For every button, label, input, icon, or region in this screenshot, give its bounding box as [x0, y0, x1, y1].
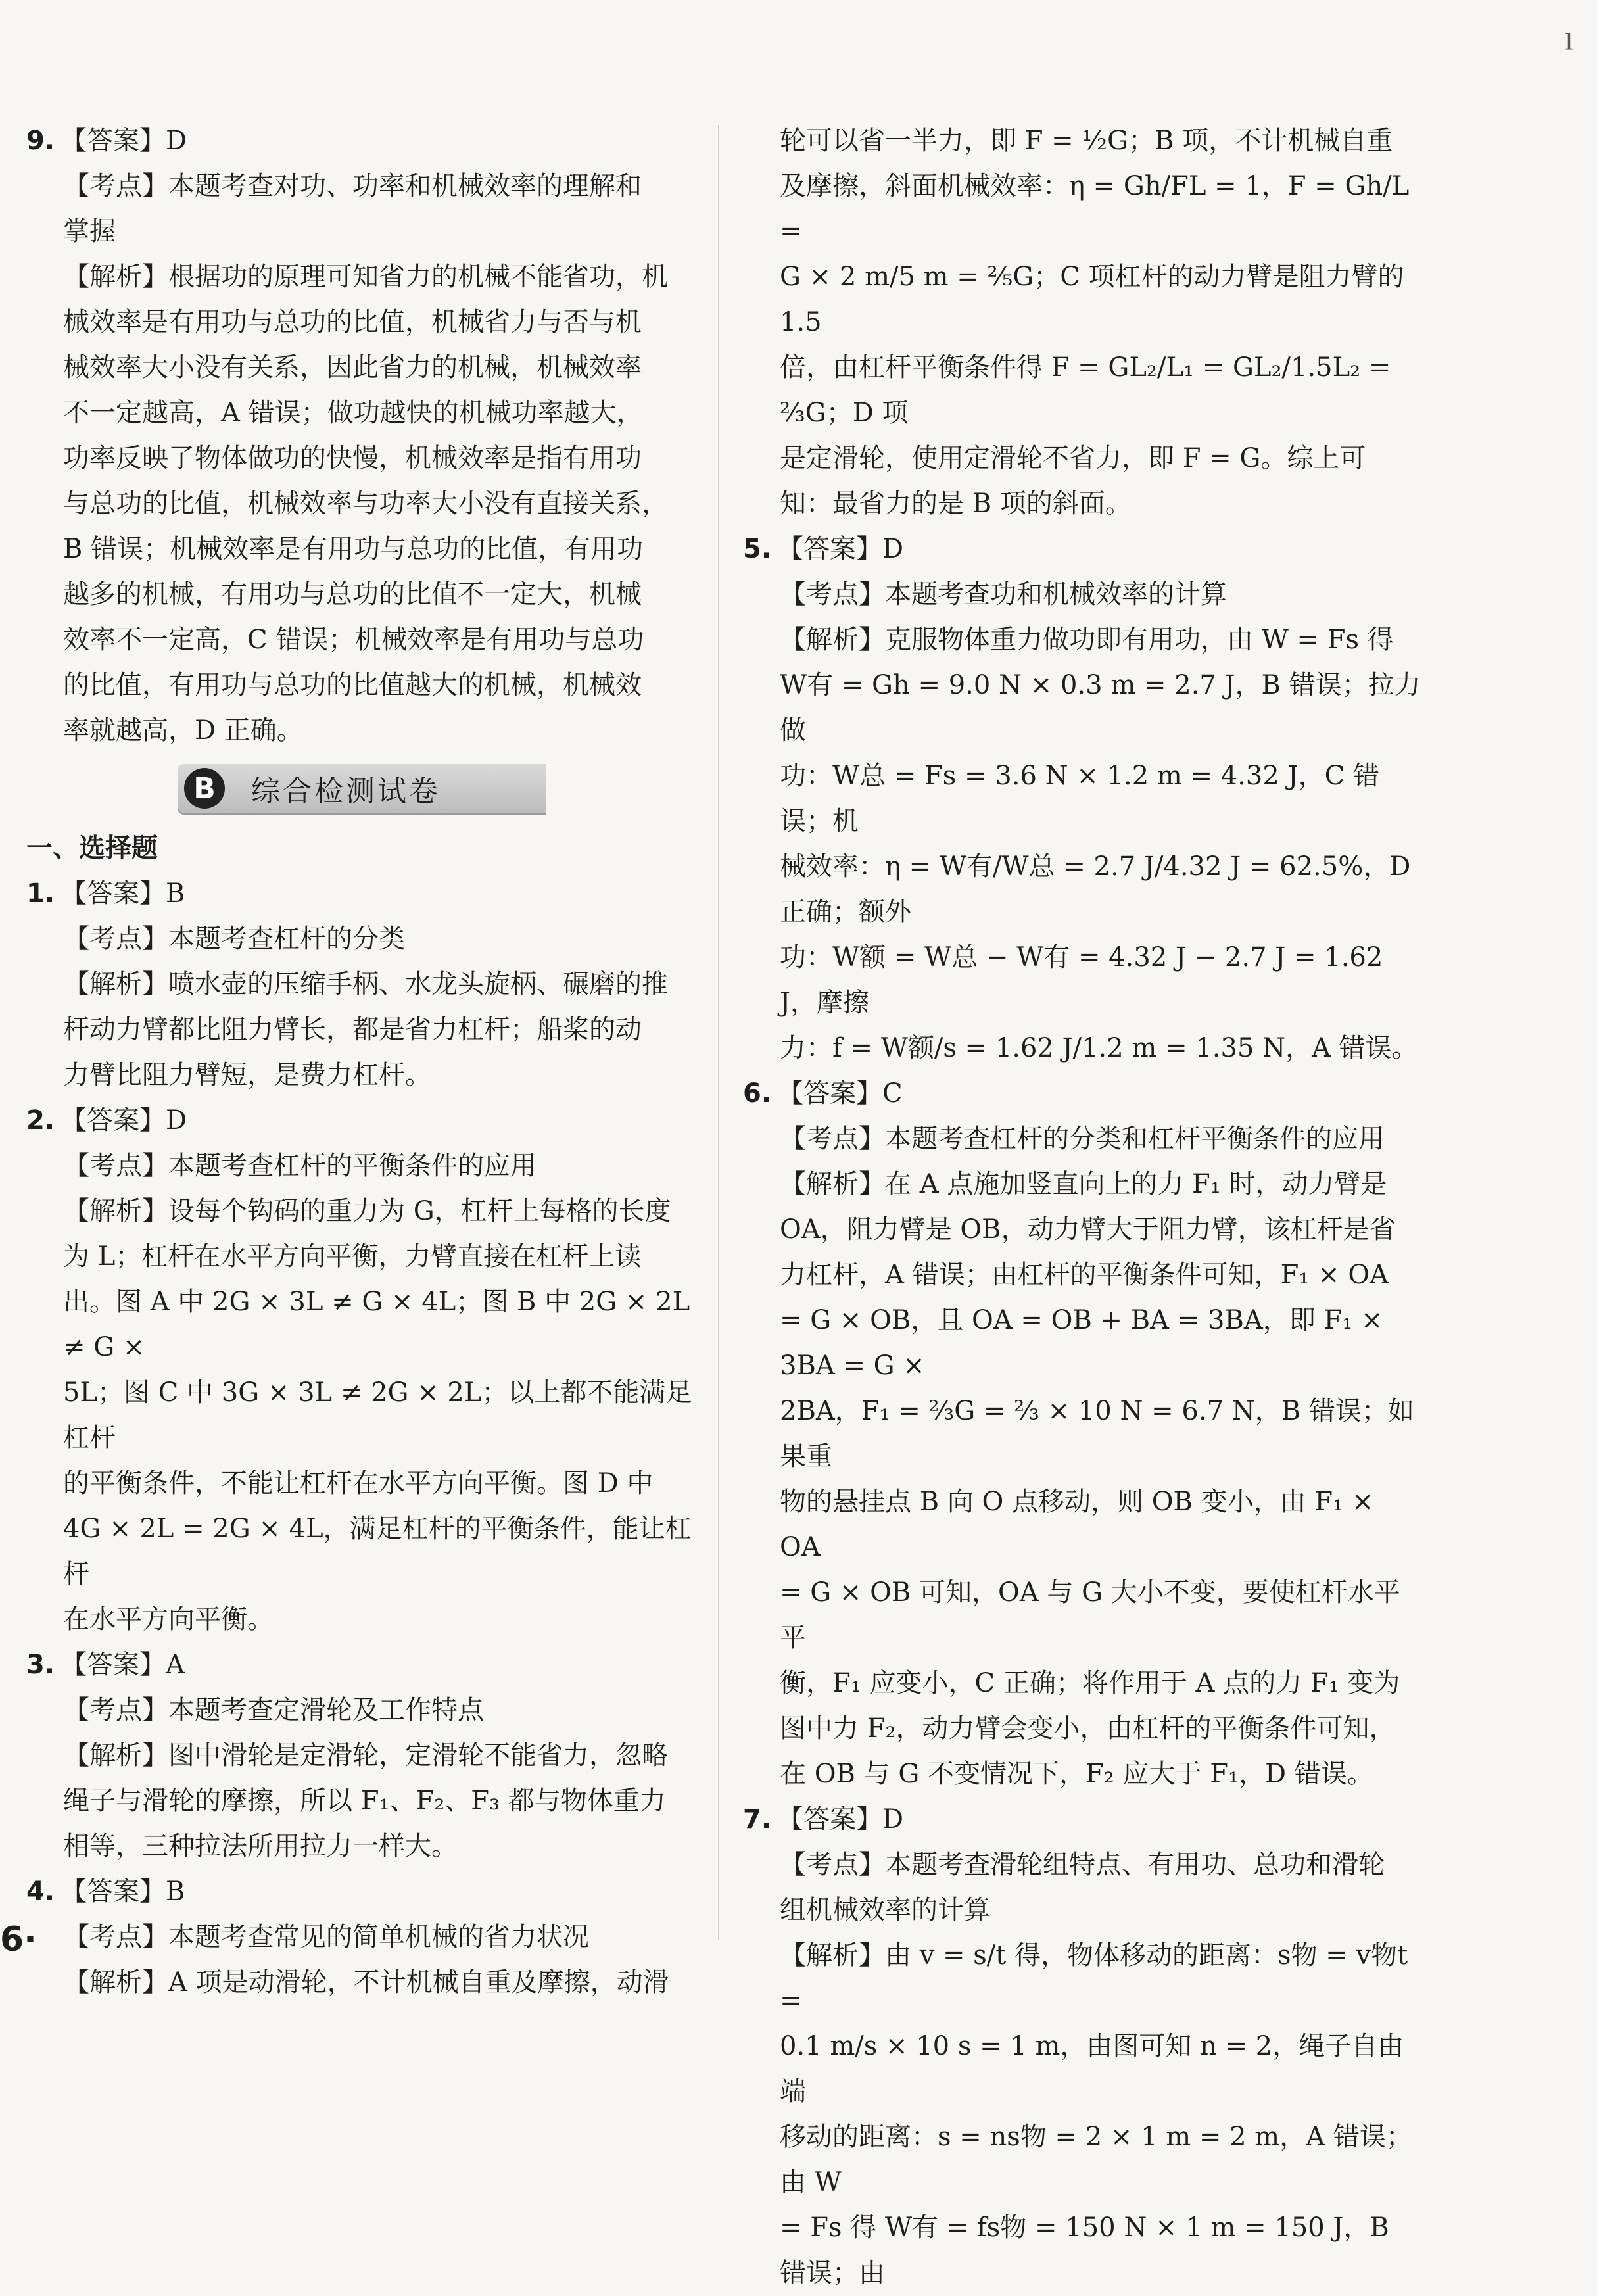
text-line: 功率反映了物体做功的快慢，机械效率是指有用功: [63, 443, 642, 473]
text-line: 【考点】本题考查杠杆的分类和杠杆平衡条件的应用: [780, 1124, 1385, 1154]
text-line: 轮可以省一半力，即 F = ½G；B 项，不计机械自重: [780, 126, 1393, 156]
answer-text: 【答案】B: [60, 878, 185, 909]
text-line: 相等，三种拉法所用拉力一样大。: [63, 1831, 458, 1861]
text-line: = G × OB，且 OA = OB + BA = 3BA，即 F₁ × 3BA = G ×: [780, 1305, 1383, 1381]
text-line: 力臂比阻力臂短，是费力杠杆。: [63, 1060, 431, 1090]
text-line: = Fs 得 W有 = fs物 = 150 N × 1 m = 150 J，B 错误；由: [780, 2212, 1389, 2288]
text-line: OA，阻力臂是 OB，动力臂大于阻力臂，该杠杆是省: [780, 1214, 1396, 1245]
column-divider: [718, 125, 719, 1940]
text-line: 【考点】本题考查对功、功率和机械效率的理解和: [63, 171, 642, 201]
answer-line: [26, 1098, 707, 1143]
text-line: W有 = Gh = 9.0 N × 0.3 m = 2.7 J，B 错误；拉力做: [780, 670, 1421, 746]
text-line: B 错误；机械效率是有用功与总功的比值，有用功: [63, 534, 644, 564]
text-line: 功：W额 = W总 − W有 = 4.32 J − 2.7 J = 1.62 J，摩擦: [780, 942, 1383, 1018]
section-badge: B: [184, 768, 225, 809]
text-line: = G × OB 可知，OA 与 G 大小不变，要使杠杆水平平: [780, 1577, 1400, 1653]
text-line: 【解析】根据功的原理可知省力的机械不能省功，机: [63, 262, 668, 292]
text-line: 倍，由杠杆平衡条件得 F = GL₂/L₁ = GL₂/1.5L₂ = ⅔G；D 项: [780, 352, 1391, 428]
text-line: 图中力 F₂，动力臂会变小，由杠杆的平衡条件可知，: [780, 1713, 1396, 1744]
question-number: 7.: [743, 1804, 772, 1834]
text-line: 移动的距离：s = ns物 = 2 × 1 m = 2 m，A 错误；由 W: [780, 2122, 1412, 2197]
text-line: 功：W总 = Fs = 3.6 N × 1.2 m = 4.32 J，C 错误；机: [780, 761, 1379, 836]
text-line: 知：最省力的是 B 项的斜面。: [780, 489, 1132, 519]
question-number: 1.: [26, 878, 55, 909]
text-line: 【解析】克服物体重力做功即有用功，由 W = Fs 得: [780, 625, 1394, 655]
text-line: 【解析】A 项是动滑轮，不计机械自重及摩擦，动滑: [63, 1967, 669, 1997]
answer-line: [26, 118, 707, 164]
answer-text: 【答案】D: [60, 126, 187, 156]
text-line: 械效率：η = W有/W总 = 2.7 J/4.32 J = 62.5%，D 正确；额外: [780, 851, 1411, 927]
text-line: 【考点】本题考查功和机械效率的计算: [780, 579, 1227, 610]
text-line: 【解析】在 A 点施加竖直向上的力 F₁ 时，动力臂是: [780, 1169, 1387, 1199]
section-heading: 一、选择题: [26, 833, 158, 863]
answer-line: [743, 527, 1421, 572]
text-line: 绳子与滑轮的摩擦，所以 F₁、F₂、F₃ 都与物体重力: [63, 1786, 666, 1816]
text-line: 与总功的比值，机械效率与功率大小没有直接关系，: [63, 489, 668, 519]
text-line: 【考点】本题考查滑轮组特点、有用功、总功和滑轮: [780, 1850, 1385, 1880]
answer-line: [743, 1797, 1421, 1842]
text-line: 为 L；杠杆在水平方向平衡，力臂直接在杠杆上读: [63, 1241, 642, 1272]
text-line: 【解析】图中滑轮是定滑轮，定滑轮不能省力，忽略: [63, 1740, 668, 1771]
text-line: 的平衡条件，不能让杠杆在水平方向平衡。图 D 中: [63, 1468, 654, 1498]
edge-mark: ˡ: [1565, 26, 1575, 72]
text-line: 械效率大小没有关系，因此省力的机械，机械效率: [63, 352, 642, 383]
question-number: 5.: [743, 534, 772, 564]
text-line: 掌握: [63, 216, 116, 247]
text-line: 是定滑轮，使用定滑轮不省力，即 F = G。综上可: [780, 443, 1366, 473]
text-line: 【考点】本题考查杠杆的平衡条件的应用: [63, 1151, 536, 1181]
text-line: 组机械效率的计算: [780, 1895, 990, 1925]
text-line: 在水平方向平衡。: [63, 1604, 274, 1635]
section-title: 综合检测试卷: [251, 775, 441, 808]
section-banner: [178, 764, 546, 813]
answer-text: 【答案】A: [60, 1650, 185, 1680]
question-number: 9.: [26, 126, 55, 156]
answer-line: [26, 1869, 707, 1915]
right-column: [743, 118, 1421, 2296]
text-line: 物的悬挂点 B 向 O 点移动，则 OB 变小，由 F₁ × OA: [780, 1487, 1374, 1562]
answer-line: [26, 1642, 707, 1688]
text-line: 在 OB 与 G 不变情况下，F₂ 应大于 F₁，D 错误。: [780, 1759, 1373, 1789]
text-line: 5L；图 C 中 3G × 3L ≠ 2G × 2L；以上都不能满足杠杆: [63, 1377, 692, 1453]
text-line: 械效率是有用功与总功的比值，机械省力与否与机: [63, 307, 642, 337]
text-line: 杆动力臂都比阻力臂长，都是省力杠杆；船桨的动: [63, 1015, 642, 1045]
text-line: 【考点】本题考查杠杆的分类: [63, 924, 405, 954]
left-column: [26, 118, 707, 2005]
text-line: 2BA，F₁ = ⅔G = ⅔ × 10 N = 6.7 N，B 错误；如果重: [780, 1396, 1414, 1471]
question-number: 4.: [26, 1877, 55, 1907]
text-line: 【解析】喷水壶的压缩手柄、水龙头旋柄、碾磨的推: [63, 969, 668, 999]
text-line: 不一定越高，A 错误；做功越快的机械功率越大，: [63, 398, 643, 428]
text-line: 0.1 m/s × 10 s = 1 m，由图可知 n = 2，绳子自由端: [780, 2031, 1404, 2107]
text-line: 【解析】由 v = s/t 得，物体移动的距离：s物 = v物t =: [780, 1940, 1408, 2016]
text-line: 率就越高，D 正确。: [63, 715, 303, 746]
question-number: 6.: [743, 1078, 772, 1109]
answer-line: [743, 1071, 1421, 1116]
text-line: 力杠杆，A 错误；由杠杆的平衡条件可知，F₁ × OA: [780, 1260, 1389, 1290]
answer-text: 【答案】D: [777, 534, 904, 564]
text-line: 及摩擦，斜面机械效率：η = Gh/FL = 1，F = Gh/L =: [780, 171, 1410, 247]
text-line: 4G × 2L = 2G × 4L，满足杠杆的平衡条件，能让杠杆: [63, 1514, 692, 1589]
text-line: 越多的机械，有用功与总功的比值不一定大，机械: [63, 579, 642, 610]
page-number: 6·: [0, 1920, 37, 1959]
question-number: 3.: [26, 1650, 55, 1680]
text-line: 力：f = W额/s = 1.62 J/1.2 m = 1.35 N，A 错误。: [780, 1033, 1418, 1063]
text-line: 【考点】本题考查常见的简单机械的省力状况: [63, 1922, 589, 1952]
answer-text: 【答案】D: [60, 1105, 187, 1136]
answer-text: 【答案】B: [60, 1877, 185, 1907]
text-line: 的比值，有用功与总功的比值越大的机械，机械效: [63, 670, 642, 700]
question-number: 2.: [26, 1105, 55, 1136]
answer-line: [26, 871, 707, 917]
text-line: 衡，F₁ 应变小，C 正确；将作用于 A 点的力 F₁ 变为: [780, 1668, 1400, 1698]
answer-text: 【答案】D: [777, 1804, 904, 1834]
text-line: 【考点】本题考查定滑轮及工作特点: [63, 1695, 484, 1725]
text-line: 出。图 A 中 2G × 3L ≠ G × 4L；图 B 中 2G × 2L ≠ G ×: [63, 1287, 690, 1362]
answer-text: 【答案】C: [777, 1078, 903, 1109]
text-line: 效率不一定高，C 错误；机械效率是有用功与总功: [63, 625, 644, 655]
text-line: 【解析】设每个钩码的重力为 G，杠杆上每格的长度: [63, 1196, 671, 1226]
text-line: G × 2 m/5 m = ⅖G；C 项杠杆的动力臂是阻力臂的 1.5: [780, 262, 1404, 337]
